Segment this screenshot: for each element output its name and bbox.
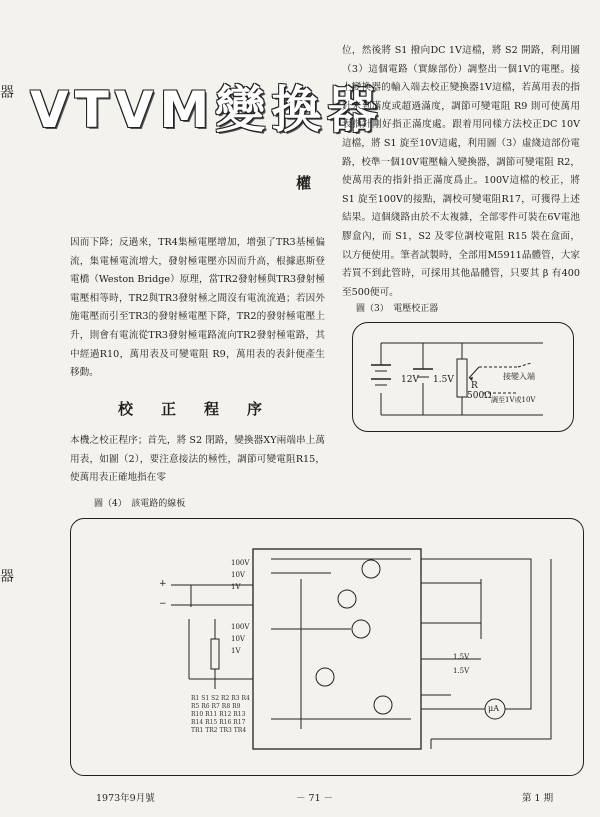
fig3-voltage-calibrator-diagram — [353, 323, 573, 431]
fig4-switch1-position: 100V — [231, 559, 250, 567]
edge-fragment-char: 器 — [0, 569, 14, 585]
fig4-minus-terminal: − — [159, 599, 167, 609]
fig4-component-labels — [191, 695, 251, 735]
fig4-component-label: R17 — [233, 719, 246, 726]
fig4-switch1-position: 1V — [231, 583, 241, 591]
fig4-component-label: R7 — [211, 703, 220, 710]
fig4-component-label: S2 — [211, 695, 220, 702]
fig4-switch2-position: 100V — [231, 623, 250, 631]
section-heading: 校正程序 — [118, 400, 291, 418]
fig4-component-label: R5 — [191, 703, 200, 710]
footer-page-number: － 71 － — [296, 793, 334, 804]
fig4-component-label: TR4 — [233, 727, 247, 734]
fig4-meter-label: μA — [488, 704, 499, 713]
paragraph-left-top: 因而下降；反過來，TR4集極電壓增加，增强了TR3基極偏流，集電極電流增大，發射極電壓亦因而升高，根據惠斯登電橋（Weston Bridge）原理，當TR2發射極與TR3發射極電壓相等時，TR2與TR3發射極之間沒有電流流過；若因外施電壓而引至TR3的發射極電壓下降，TR2的發射極電壓上升，則會有電流從TR3發射極電路流向TR2發射極電路，其中經過R10，萬用表及可變電阻 R9，萬用表的表針便產生移動。 — [70, 237, 325, 379]
fig4-circuit-board-diagram — [71, 519, 583, 775]
fig4-component-label: TR1 — [191, 727, 204, 734]
fig3-resistor-value: 500Ω — [467, 391, 492, 401]
article-title: VTVM變換器 — [30, 81, 384, 139]
author-name: 權 — [296, 174, 312, 192]
fig4-component-label: R15 — [205, 719, 218, 726]
fig4-component-label: TR3 — [219, 727, 232, 734]
fig4-component-label: R13 — [233, 711, 246, 718]
fig3-input-label: 接變入端 — [503, 372, 535, 381]
fig4-switch1-position: 10V — [231, 571, 245, 579]
paragraph-right-top: 位，然後將 S1 撥向DC 1V這檔，將 S2 開路，利用圖（3）這個電路（實線部份）調整出一個1V的電壓。接上變換器的輸入端去校正變換器1V這檔，若萬用表的指針未到滿度或超過滿度，調節可變電阻 R9 則可使萬用表指針剛好指正滿度處。跟着用同樣方法校正DC 10V這檔，將 S1 旋至10V這處，利用圖（3）虛綫這部份電路，校準一個10V電壓輸入變換器，調節可變電阻 R2，使萬用表的指針指正滿度爲止。100V這檔的校正，將 S1 旋至100V的接點，調校可變電阻R17，可獲得上述結果。這個綫路由於不太複雜，全部零件可裝在6V電池膠盒內，而 S1，S2 及零位調校電阻 R15 裝在盒面，以方便使用。筆者試製時，全部用M5911晶體管，大家若買不到此管時，可採用其他晶體管，只要其 β 有400至500便可。 — [342, 45, 580, 298]
fig4-battery-label: 1.5V — [453, 653, 470, 661]
footer-date: 1973年9月號 — [96, 793, 155, 804]
fig4-component-label: R11 — [205, 711, 218, 718]
fig4-component-label: R1 — [191, 695, 200, 702]
fig4-component-label: S1 — [201, 695, 210, 702]
fig3-note: 調至1V或10V — [491, 396, 536, 404]
fig3-resistor-label: R — [471, 381, 478, 391]
fig4-component-label: R14 — [191, 719, 204, 726]
fig4-battery-label: 1.5V — [453, 667, 470, 675]
fig4-switch2-position: 1V — [231, 647, 241, 655]
fig4-component-label: R6 — [201, 703, 210, 710]
fig4-switch2-position: 10V — [231, 635, 245, 643]
fig4-component-label: TR2 — [205, 727, 218, 734]
paragraph-left-bottom: 本機之校正程序；首先，將 S2 閉路，變換器XY兩端串上萬用表，如圖（2），要注意接法的極性，調節可變電阻R15，使萬用表正確地指在零 — [70, 435, 325, 484]
edge-fragment-char: 器 — [0, 85, 14, 101]
fig4-frame — [70, 518, 584, 776]
fig4-component-label: R8 — [221, 703, 231, 710]
fig4-component-label: R12 — [219, 711, 232, 718]
fig3-frame — [352, 322, 574, 432]
fig3-cell-label: 1.5V — [433, 375, 454, 385]
fig4-component-label: R2 — [220, 695, 230, 702]
fig4-component-label: R16 — [219, 719, 232, 726]
fig4-component-label: R10 — [191, 711, 204, 718]
fig3-caption: 圖（3） 電壓校正器 — [356, 304, 439, 314]
fig4-component-label: R4 — [241, 695, 250, 702]
fig4-plus-terminal: + — [159, 579, 167, 589]
fig4-component-label: R3 — [231, 695, 240, 702]
fig4-caption: 圖（4） 該電路的線板 — [94, 499, 186, 509]
fig3-battery-label: 12V — [401, 375, 419, 385]
footer-issue: 第 1 期 — [522, 793, 554, 804]
fig4-component-label: R9 — [232, 703, 241, 710]
